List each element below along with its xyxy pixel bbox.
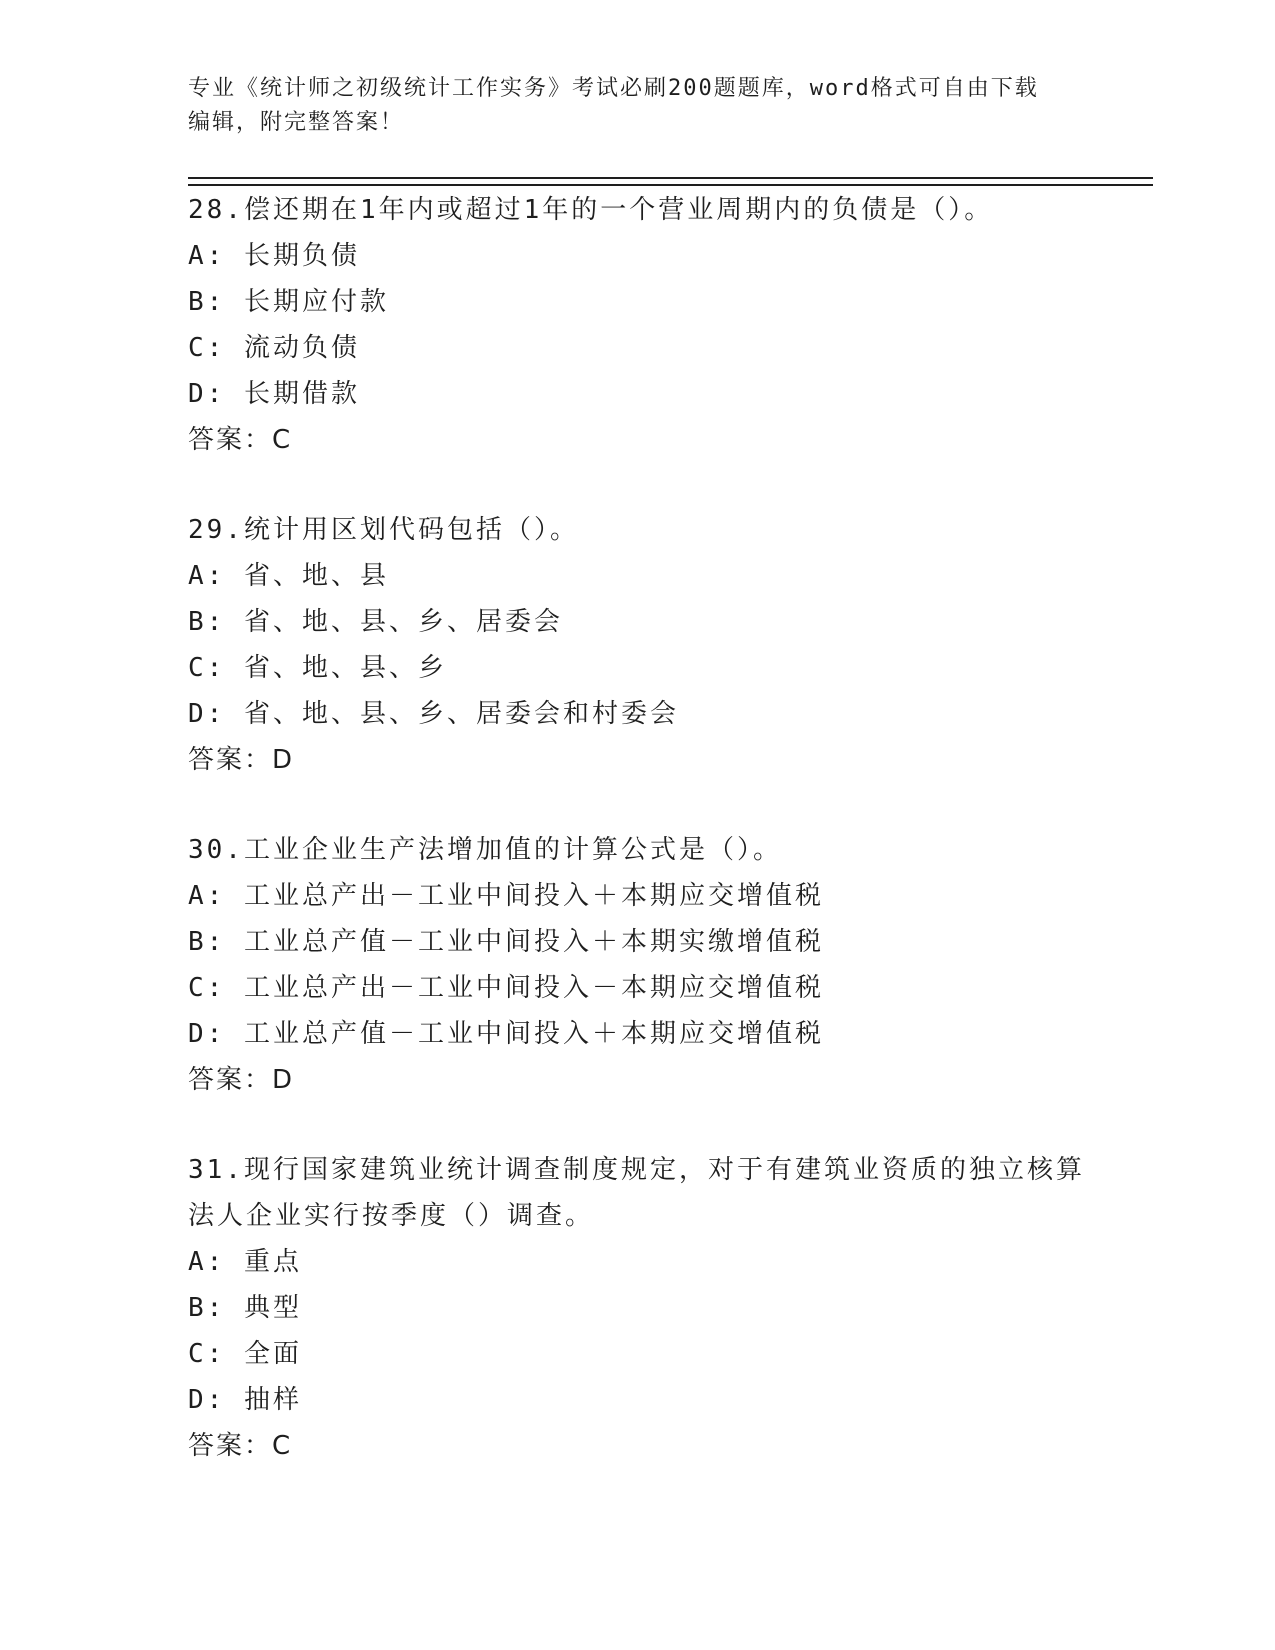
- question-31: [188, 1147, 1088, 1469]
- document-header: [188, 72, 1068, 140]
- question-29: [188, 507, 1088, 783]
- answer: 答案：D: [188, 1065, 295, 1095]
- option-c: C: 全面: [188, 1339, 302, 1369]
- option-d: D: 抽样: [188, 1385, 302, 1415]
- option-c: C: 流动负债: [188, 333, 360, 363]
- header-divider-top: [188, 177, 1153, 179]
- option-b: B: 长期应付款: [188, 287, 389, 317]
- option-a: A: 工业总产出－工业中间投入＋本期应交增值税: [188, 881, 824, 911]
- question-28: [188, 187, 1088, 463]
- question-stem: 29.统计用区划代码包括（）。: [188, 515, 579, 545]
- answer: 答案：C: [188, 1431, 293, 1461]
- option-b: B: 典型: [188, 1293, 302, 1323]
- question-stem-line-1: 31.现行国家建筑业统计调查制度规定，对于有建筑业资质的独立核算: [188, 1155, 1085, 1185]
- option-a: A: 省、地、县: [188, 561, 389, 591]
- question-stem: 28.偿还期在1年内或超过1年的一个营业周期内的负债是（）。: [188, 195, 994, 225]
- header-line-1: 专业《统计师之初级统计工作实务》考试必刷200题题库，word格式可自由下载: [188, 76, 1039, 101]
- option-c: C: 工业总产出－工业中间投入－本期应交增值税: [188, 973, 824, 1003]
- option-c: C: 省、地、县、乡: [188, 653, 447, 683]
- option-b: B: 工业总产值－工业中间投入＋本期实缴增值税: [188, 927, 824, 957]
- header-line-2: 编辑，附完整答案！: [188, 110, 405, 135]
- question-stem-line-2: 法人企业实行按季度（）调查。: [188, 1201, 595, 1231]
- header-divider-bottom: [188, 184, 1153, 186]
- option-d: D: 工业总产值－工业中间投入＋本期应交增值税: [188, 1019, 824, 1049]
- question-30: [188, 827, 1088, 1103]
- option-b: B: 省、地、县、乡、居委会: [188, 607, 563, 637]
- answer: 答案：C: [188, 425, 293, 455]
- option-d: D: 省、地、县、乡、居委会和村委会: [188, 699, 679, 729]
- option-d: D: 长期借款: [188, 379, 360, 409]
- option-a: A: 长期负债: [188, 241, 360, 271]
- option-a: A: 重点: [188, 1247, 302, 1277]
- answer: 答案：D: [188, 745, 295, 775]
- question-stem: 30.工业企业生产法增加值的计算公式是（）。: [188, 835, 782, 865]
